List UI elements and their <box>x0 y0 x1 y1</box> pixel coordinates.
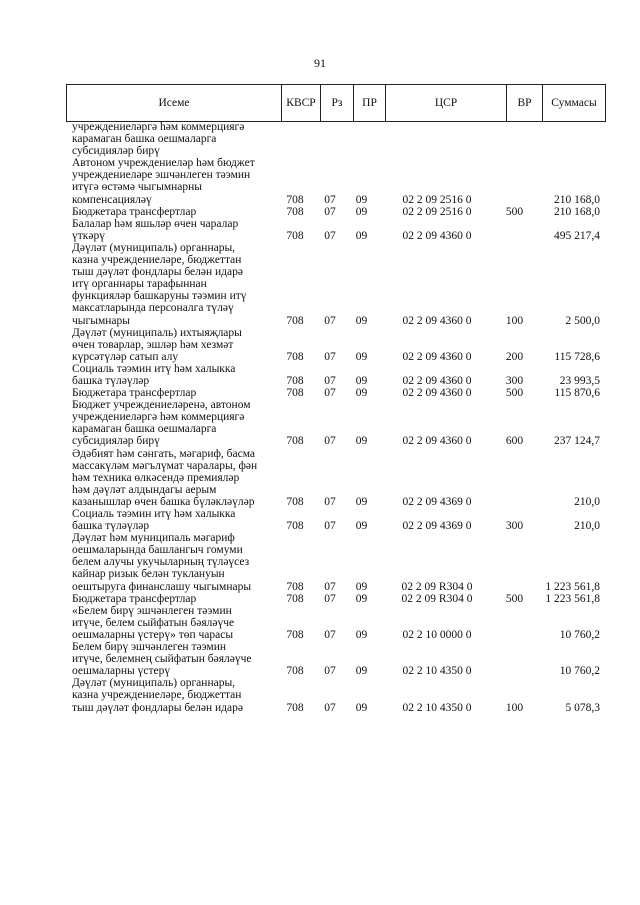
row-pr: 09 <box>355 592 368 605</box>
row-name-line: учреждениеләргә һәм коммерциягә <box>72 411 245 424</box>
row-rz: 07 <box>324 387 336 400</box>
header-kvsr: КВСР <box>281 85 320 121</box>
row-csr: 02 2 09 4360 0 <box>402 374 472 387</box>
table-row <box>72 242 602 327</box>
row-pr: 09 <box>355 580 368 593</box>
table-row <box>72 157 602 205</box>
row-name-line: өчен товарлар, эшләр һәм хезмәт <box>72 338 234 351</box>
row-pr: 09 <box>355 435 368 448</box>
row-sum: 10 760,2 <box>559 665 600 678</box>
row-name-line: оешмаларны үстерү <box>72 665 171 678</box>
row-pr: 09 <box>355 665 368 678</box>
row-name <box>72 399 276 447</box>
row-name <box>72 121 276 157</box>
row-sum: 115 870,6 <box>554 387 600 400</box>
row-csr: 02 2 10 4350 0 <box>402 701 472 714</box>
row-name-line: Белем бирү эшчәнлеген тәэмин <box>72 641 227 654</box>
row-sum: 210,0 <box>574 495 600 508</box>
table-row <box>72 206 602 218</box>
row-name-line: учреждениеләре эшчәнлеген тәэмин <box>72 169 251 182</box>
row-name-line: тыш дәүләт фондлары белән идарә <box>72 701 243 714</box>
row-vr: 500 <box>505 592 524 605</box>
table-row <box>72 605 602 641</box>
row-pr: 09 <box>355 520 368 533</box>
row-name-line: массакүләм мәгълүмат чаралары, фән <box>72 459 258 472</box>
row-csr: 02 2 09 R304 0 <box>401 580 473 593</box>
row-pr: 09 <box>355 229 368 242</box>
row-csr: 02 2 09 4360 0 <box>402 229 472 242</box>
row-name-line: Бюджет учреждениеләренә, автоном <box>72 399 251 412</box>
row-name-line: оешмаларында башлангыч гомуми <box>72 544 243 557</box>
row-name-line: итүче, белем сыйфатын бәяләүче <box>72 616 235 629</box>
row-kvsr: 708 <box>286 435 304 448</box>
row-csr: 02 2 10 4350 0 <box>402 665 472 678</box>
table-row <box>72 641 602 677</box>
row-name-line: Дәүләт (муниципаль) органнары, <box>72 241 236 254</box>
row-csr: 02 2 09 R304 0 <box>401 592 473 605</box>
row-name-line: башка түләүләр <box>72 374 150 387</box>
row-name-line: башка түләүләр <box>72 520 150 533</box>
page-number: 91 <box>314 56 326 70</box>
row-rz: 07 <box>324 495 336 508</box>
row-csr: 02 2 09 4369 0 <box>402 520 472 533</box>
row-sum: 210 168,0 <box>554 205 600 218</box>
header-name: Исеме <box>158 97 190 109</box>
row-name-line: казна учреждениеләре, бюджеттан <box>72 689 242 702</box>
header-rz: Рз <box>320 85 353 121</box>
row-csr: 02 2 09 4369 0 <box>402 495 472 508</box>
row-kvsr: 708 <box>286 205 304 218</box>
row-sum: 115 728,6 <box>554 350 600 363</box>
row-csr: 02 2 09 2516 0 <box>402 193 472 206</box>
row-name-line: максатларында персоналга түләү <box>72 302 234 315</box>
row-name-line: Дәүләт (муниципаль) ихтыяҗлары <box>72 326 242 339</box>
row-name-line: Социаль тәэмин итү һәм халыкка <box>72 362 236 375</box>
row-pr: 09 <box>355 387 368 400</box>
table-row <box>72 327 602 363</box>
table-row <box>72 508 602 532</box>
row-vr: 100 <box>505 314 524 327</box>
row-name-line: үткәрү <box>72 229 105 242</box>
row-rz: 07 <box>324 628 336 641</box>
row-name <box>72 387 276 399</box>
row-name-line: Әдәбият һәм сәнгать, мәгариф, басма <box>72 447 256 460</box>
row-name-line: Дәүләт һәм муниципаль мәгариф <box>72 532 235 545</box>
row-name-line: субсидияләр бирү <box>72 145 160 158</box>
table-row <box>72 399 602 447</box>
row-name-line: һәм техника өлкәсендә премияләр <box>72 471 240 484</box>
row-kvsr: 708 <box>286 229 304 242</box>
row-rz: 07 <box>324 205 336 218</box>
row-kvsr: 708 <box>286 350 304 363</box>
row-name-line: һәм дәүләт алдындагы аерым <box>72 483 217 496</box>
row-name-line: казна учреждениеләре, бюджеттан <box>72 254 242 267</box>
row-sum: 5 078,3 <box>565 701 600 714</box>
row-kvsr: 708 <box>286 374 304 387</box>
row-kvsr: 708 <box>286 387 304 400</box>
table-body <box>72 121 602 714</box>
row-kvsr: 708 <box>286 701 304 714</box>
row-name <box>72 508 276 532</box>
row-name-line: тыш дәүләт фондлары белән идарә <box>72 266 243 279</box>
row-vr: 500 <box>505 387 524 400</box>
row-name-line: белем алучы укучыларның түләүсез <box>72 556 250 569</box>
row-pr: 09 <box>355 628 368 641</box>
row-name-line: оешмаларны үстерү» төп чарасы <box>72 628 234 641</box>
row-vr: 100 <box>505 701 524 714</box>
table-row <box>72 593 602 605</box>
row-pr: 09 <box>355 350 368 363</box>
row-name-line: итүгә өстәмә чыгымнарны <box>72 181 202 194</box>
row-sum: 1 223 561,8 <box>545 592 600 605</box>
table-row <box>72 218 602 242</box>
row-csr: 02 2 09 2516 0 <box>402 205 472 218</box>
row-kvsr: 708 <box>286 495 304 508</box>
row-kvsr: 708 <box>286 314 304 327</box>
row-name-line: Бюджетара трансфертлар <box>72 387 197 400</box>
row-name-line: Бюджетара трансфертлар <box>72 592 197 605</box>
row-csr: 02 2 09 4360 0 <box>402 435 472 448</box>
row-name-line: Социаль тәэмин итү һәм халыкка <box>72 508 236 520</box>
header-sum: Суммасы <box>542 85 605 121</box>
row-name <box>72 448 276 508</box>
row-name-line: оештыруга финанслашу чыгымнары <box>72 580 252 593</box>
row-name-line: күрсәтүләр сатып алу <box>72 350 179 363</box>
row-pr: 09 <box>355 374 368 387</box>
row-vr: 300 <box>505 520 524 533</box>
row-name <box>72 157 276 205</box>
row-name <box>72 218 276 242</box>
row-rz: 07 <box>324 665 336 678</box>
row-vr: 300 <box>505 374 524 387</box>
row-rz: 07 <box>324 193 336 206</box>
row-csr: 02 2 09 4360 0 <box>402 387 472 400</box>
row-kvsr: 708 <box>286 628 304 641</box>
row-name-line: итүче, белемнең сыйфатын бәяләүче <box>72 653 252 666</box>
row-sum: 10 760,2 <box>559 628 600 641</box>
row-csr: 02 2 09 4360 0 <box>402 314 472 327</box>
row-csr: 02 2 09 4360 0 <box>402 350 472 363</box>
table-row <box>72 121 602 157</box>
row-name-line: Дәүләт (муниципаль) органнары, <box>72 677 236 690</box>
row-sum: 495 217,4 <box>554 229 600 242</box>
table-row <box>72 363 602 387</box>
row-pr: 09 <box>355 193 368 206</box>
row-rz: 07 <box>324 701 336 714</box>
row-pr: 09 <box>355 205 368 218</box>
row-name <box>72 605 276 641</box>
row-name <box>72 532 276 592</box>
row-rz: 07 <box>324 592 336 605</box>
row-name-line: казанышлар өчен башка бүләкләүләр <box>72 495 255 508</box>
row-rz: 07 <box>324 229 336 242</box>
row-vr: 500 <box>505 205 524 218</box>
row-rz: 07 <box>324 314 336 327</box>
row-pr: 09 <box>355 701 368 714</box>
row-pr: 09 <box>355 314 368 327</box>
row-name <box>72 206 276 218</box>
header-pr: ПР <box>353 85 385 121</box>
row-rz: 07 <box>324 580 336 593</box>
row-name-line: карамаган башка оешмаларга <box>72 133 217 146</box>
row-rz: 07 <box>324 520 336 533</box>
row-rz: 07 <box>324 350 336 363</box>
row-kvsr: 708 <box>286 580 304 593</box>
row-name-line: итү органнары тарафыннан <box>72 278 207 291</box>
row-name <box>72 327 276 363</box>
row-name <box>72 363 276 387</box>
row-sum: 210,0 <box>574 520 600 533</box>
row-name-line: кайнар ризык белән туклануын <box>72 568 225 581</box>
row-name-line: Автоном учреждениеләр һәм бюджет <box>72 157 255 170</box>
row-name-line: карамаган башка оешмаларга <box>72 423 217 436</box>
row-name <box>72 641 276 677</box>
row-vr: 200 <box>505 350 524 363</box>
row-name <box>72 677 276 713</box>
row-name-line: компенсацияләү <box>72 193 152 206</box>
row-sum: 210 168,0 <box>554 193 600 206</box>
row-name-line: функцияләр башкаруны тәэмин итү <box>72 290 247 303</box>
row-name-line: Балалар һәм яшьләр өчен чаралар <box>72 217 239 230</box>
row-kvsr: 708 <box>286 592 304 605</box>
row-sum: 1 223 561,8 <box>545 580 600 593</box>
row-name-line: чыгымнары <box>72 314 130 327</box>
row-csr: 02 2 10 0000 0 <box>402 628 472 641</box>
row-name <box>72 593 276 605</box>
table-row <box>72 448 602 508</box>
row-vr: 600 <box>505 435 524 448</box>
row-name-line: учреждениеләргә һәм коммерциягә <box>72 121 245 133</box>
row-name-line: субсидияләр бирү <box>72 435 160 448</box>
table-header <box>66 84 606 122</box>
row-sum: 2 500,0 <box>565 314 600 327</box>
row-name-line: «Белем бирү эшчәнлеген тәэмин <box>72 604 232 617</box>
row-kvsr: 708 <box>286 665 304 678</box>
header-vr: ВР <box>506 85 542 121</box>
row-rz: 07 <box>324 435 336 448</box>
row-kvsr: 708 <box>286 520 304 533</box>
header-csr: ЦСР <box>385 85 506 121</box>
table-row <box>72 677 602 713</box>
row-sum: 237 124,7 <box>554 435 600 448</box>
row-name-line: Бюджетара трансфертлар <box>72 205 197 218</box>
row-kvsr: 708 <box>286 193 304 206</box>
row-name <box>72 242 276 327</box>
row-pr: 09 <box>355 495 368 508</box>
row-rz: 07 <box>324 374 336 387</box>
table-row <box>72 387 602 399</box>
row-sum: 23 993,5 <box>559 374 600 387</box>
table-row <box>72 532 602 592</box>
